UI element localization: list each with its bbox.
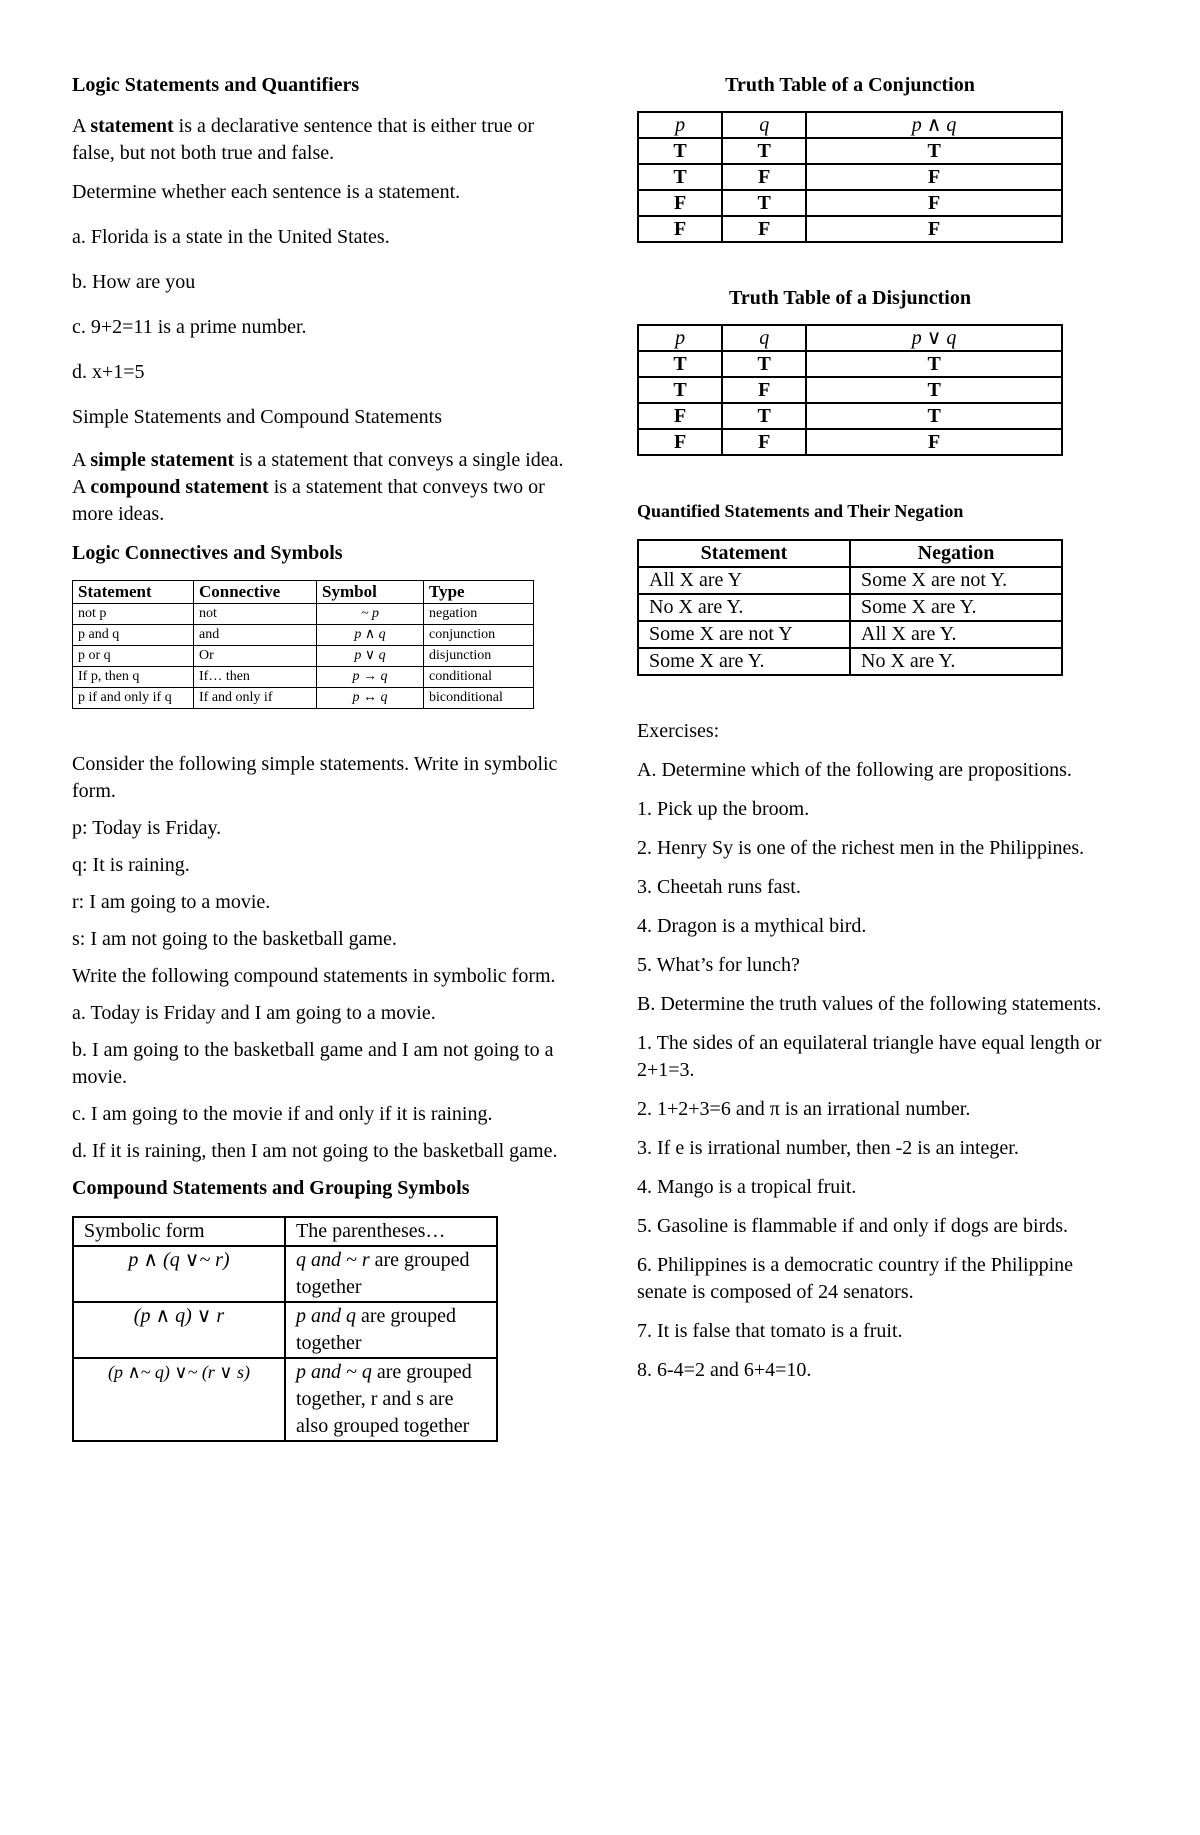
table-row (638, 138, 1062, 164)
left-column (72, 72, 572, 1442)
table-cell: Some X are Y. (850, 594, 1062, 621)
disjunction-truth-table (637, 324, 1063, 456)
section-title-connectives: Logic Connectives and Symbols (72, 542, 343, 564)
table-row (73, 1302, 497, 1358)
list-item: c. 9+2=11 is a prime number. (72, 316, 307, 338)
table-cell: All X are Y (638, 567, 850, 594)
list-item: q: It is raining. (72, 854, 190, 876)
table-header-cell: p ∧ q (806, 112, 1062, 138)
quantified-table (637, 539, 1063, 676)
table-header-row (638, 112, 1062, 138)
table-cell: and (194, 625, 317, 646)
determine-instruction: Determine whether each sentence is a statement. (72, 181, 461, 203)
table-cell: p and q are grouped together (285, 1302, 497, 1358)
table-row (638, 594, 1062, 621)
table-cell: F (806, 164, 1062, 190)
exercise-a-heading: A. Determine which of the following are propositions. (637, 759, 1072, 781)
section-title-simple-compound: Simple Statements and Compound Statements (72, 406, 442, 428)
table-cell: All X are Y. (850, 621, 1062, 648)
table-header-cell: Symbol (317, 581, 424, 604)
table-header-row (638, 325, 1062, 351)
section-title-logic-statements: Logic Statements and Quantifiers (72, 74, 360, 96)
conjunction-truth-table (637, 111, 1063, 243)
table-cell: conditional (424, 667, 534, 688)
statement-definition: A statement is a declarative sentence that is either true or false, but not both true and false. (72, 115, 535, 164)
list-item: 4. Mango is a tropical fruit. (637, 1176, 857, 1198)
list-item: b. How are you (72, 271, 196, 293)
table-row (73, 646, 534, 667)
table-header-row (73, 581, 534, 604)
table-cell: F (806, 216, 1062, 242)
table-cell: If p, then q (73, 667, 194, 688)
table-cell: p ∧ (q ∨~ r) (73, 1246, 285, 1302)
table-cell: conjunction (424, 625, 534, 646)
table-cell: T (638, 138, 722, 164)
section-title-disjunction: Truth Table of a Disjunction (729, 287, 971, 309)
table-header-row (638, 540, 1062, 567)
table-cell: F (638, 403, 722, 429)
table-header-cell: p (638, 112, 722, 138)
table-row (73, 1246, 497, 1302)
table-header-cell: p ∨ q (806, 325, 1062, 351)
table-row (638, 621, 1062, 648)
list-item: 1. Pick up the broom. (637, 798, 810, 820)
list-item: 3. Cheetah runs fast. (637, 876, 801, 898)
table-row (638, 216, 1062, 242)
table-cell: Some X are not Y. (850, 567, 1062, 594)
table-cell: No X are Y. (850, 648, 1062, 675)
table-cell: Some X are Y. (638, 648, 850, 675)
table-header-cell: p (638, 325, 722, 351)
right-column (637, 72, 1127, 1384)
table-row (638, 164, 1062, 190)
list-item: 7. It is false that tomato is a fruit. (637, 1320, 903, 1342)
table-cell: F (638, 429, 722, 455)
list-item: s: I am not going to the basketball game. (72, 928, 397, 950)
table-cell: T (722, 351, 806, 377)
exercise-b-heading: B. Determine the truth values of the following statements. (637, 993, 1102, 1015)
table-cell: F (638, 216, 722, 242)
table-header-cell: Negation (850, 540, 1062, 567)
table-cell: disjunction (424, 646, 534, 667)
table-cell: p or q (73, 646, 194, 667)
table-cell: No X are Y. (638, 594, 850, 621)
section-title-grouping: Compound Statements and Grouping Symbols (72, 1177, 470, 1199)
list-item: 1. The sides of an equilateral triangle have equal length or 2+1=3. (637, 1032, 1102, 1081)
table-cell: T (806, 403, 1062, 429)
table-cell: T (638, 164, 722, 190)
table-cell: F (722, 429, 806, 455)
table-header-cell: Type (424, 581, 534, 604)
table-cell: F (806, 190, 1062, 216)
section-title-quantified: Quantified Statements and Their Negation (637, 501, 964, 521)
table-cell: ~ p (317, 604, 424, 625)
table-row (638, 648, 1062, 675)
table-cell: F (722, 216, 806, 242)
list-item: 6. Philippines is a democratic country if the Philippine senate is composed of 24 senators. (637, 1254, 1074, 1303)
write-instruction: Write the following compound statements in symbolic form. (72, 965, 556, 987)
table-cell: p ↔ q (317, 688, 424, 709)
list-item: a. Florida is a state in the United States. (72, 226, 390, 248)
list-item: 8. 6-4=2 and 6+4=10. (637, 1359, 812, 1381)
table-cell: T (638, 351, 722, 377)
table-cell: q and ~ r are grouped together (285, 1246, 497, 1302)
table-cell: p if and only if q (73, 688, 194, 709)
table-row (73, 625, 534, 646)
list-item: 5. What’s for lunch? (637, 954, 800, 976)
table-row (638, 377, 1062, 403)
table-header-cell: Symbolic form (73, 1217, 285, 1246)
table-cell: F (722, 164, 806, 190)
table-header-cell: Statement (73, 581, 194, 604)
table-cell: F (806, 429, 1062, 455)
table-cell: F (638, 190, 722, 216)
table-row (638, 567, 1062, 594)
table-row (638, 351, 1062, 377)
table-cell: biconditional (424, 688, 534, 709)
table-cell: Some X are not Y (638, 621, 850, 648)
table-row (638, 190, 1062, 216)
table-cell: p and q (73, 625, 194, 646)
table-cell: T (722, 190, 806, 216)
list-item: a. Today is Friday and I am going to a movie. (72, 1002, 436, 1024)
list-item: d. If it is raining, then I am not going to the basketball game. (72, 1140, 558, 1162)
table-cell: (p ∧~ q) ∨~ (r ∨ s) (73, 1358, 285, 1441)
table-header-cell: q (722, 112, 806, 138)
table-cell: p ∧ q (317, 625, 424, 646)
section-title-conjunction: Truth Table of a Conjunction (725, 74, 975, 96)
table-row (73, 604, 534, 625)
table-row (638, 429, 1062, 455)
table-row (73, 667, 534, 688)
list-item: b. I am going to the basketball game and I am not going to a movie. (72, 1039, 554, 1088)
table-header-cell: Connective (194, 581, 317, 604)
list-item: 4. Dragon is a mythical bird. (637, 915, 867, 937)
table-row (73, 1358, 497, 1441)
table-row (638, 403, 1062, 429)
table-cell: T (806, 351, 1062, 377)
grouping-table (72, 1216, 498, 1442)
table-row (73, 688, 534, 709)
table-cell: T (722, 403, 806, 429)
exercises-heading: Exercises: (637, 720, 720, 742)
table-cell: T (722, 138, 806, 164)
table-cell: F (722, 377, 806, 403)
table-cell: p and ~ q are grouped together, r and s are also grouped together (285, 1358, 497, 1441)
table-cell: If and only if (194, 688, 317, 709)
consider-instruction: Consider the following simple statements. Write in symbolic form. (72, 753, 558, 802)
table-cell: T (638, 377, 722, 403)
list-item: r: I am going to a movie. (72, 891, 271, 913)
list-item: 2. Henry Sy is one of the richest men in the Philippines. (637, 837, 1085, 859)
table-cell: negation (424, 604, 534, 625)
list-item: p: Today is Friday. (72, 817, 222, 839)
simple-compound-definition: A simple statement is a statement that conveys a single idea. A compound statement is a statement that conveys two or more ideas. (72, 449, 564, 525)
table-cell: (p ∧ q) ∨ r (73, 1302, 285, 1358)
table-header-cell: Statement (638, 540, 850, 567)
list-item: 3. If e is irrational number, then -2 is an integer. (637, 1137, 1019, 1159)
list-item: d. x+1=5 (72, 361, 145, 383)
table-header-cell: q (722, 325, 806, 351)
table-cell: Or (194, 646, 317, 667)
table-cell: not p (73, 604, 194, 625)
table-header-row (73, 1217, 497, 1246)
table-cell: p → q (317, 667, 424, 688)
connectives-table (72, 580, 534, 709)
list-item: c. I am going to the movie if and only if it is raining. (72, 1103, 493, 1125)
table-cell: If… then (194, 667, 317, 688)
table-cell: T (806, 377, 1062, 403)
table-header-cell: The parentheses… (285, 1217, 497, 1246)
table-cell: p ∨ q (317, 646, 424, 667)
table-cell: not (194, 604, 317, 625)
list-item: 5. Gasoline is flammable if and only if dogs are birds. (637, 1215, 1069, 1237)
table-cell: T (806, 138, 1062, 164)
list-item: 2. 1+2+3=6 and π is an irrational number. (637, 1098, 971, 1120)
